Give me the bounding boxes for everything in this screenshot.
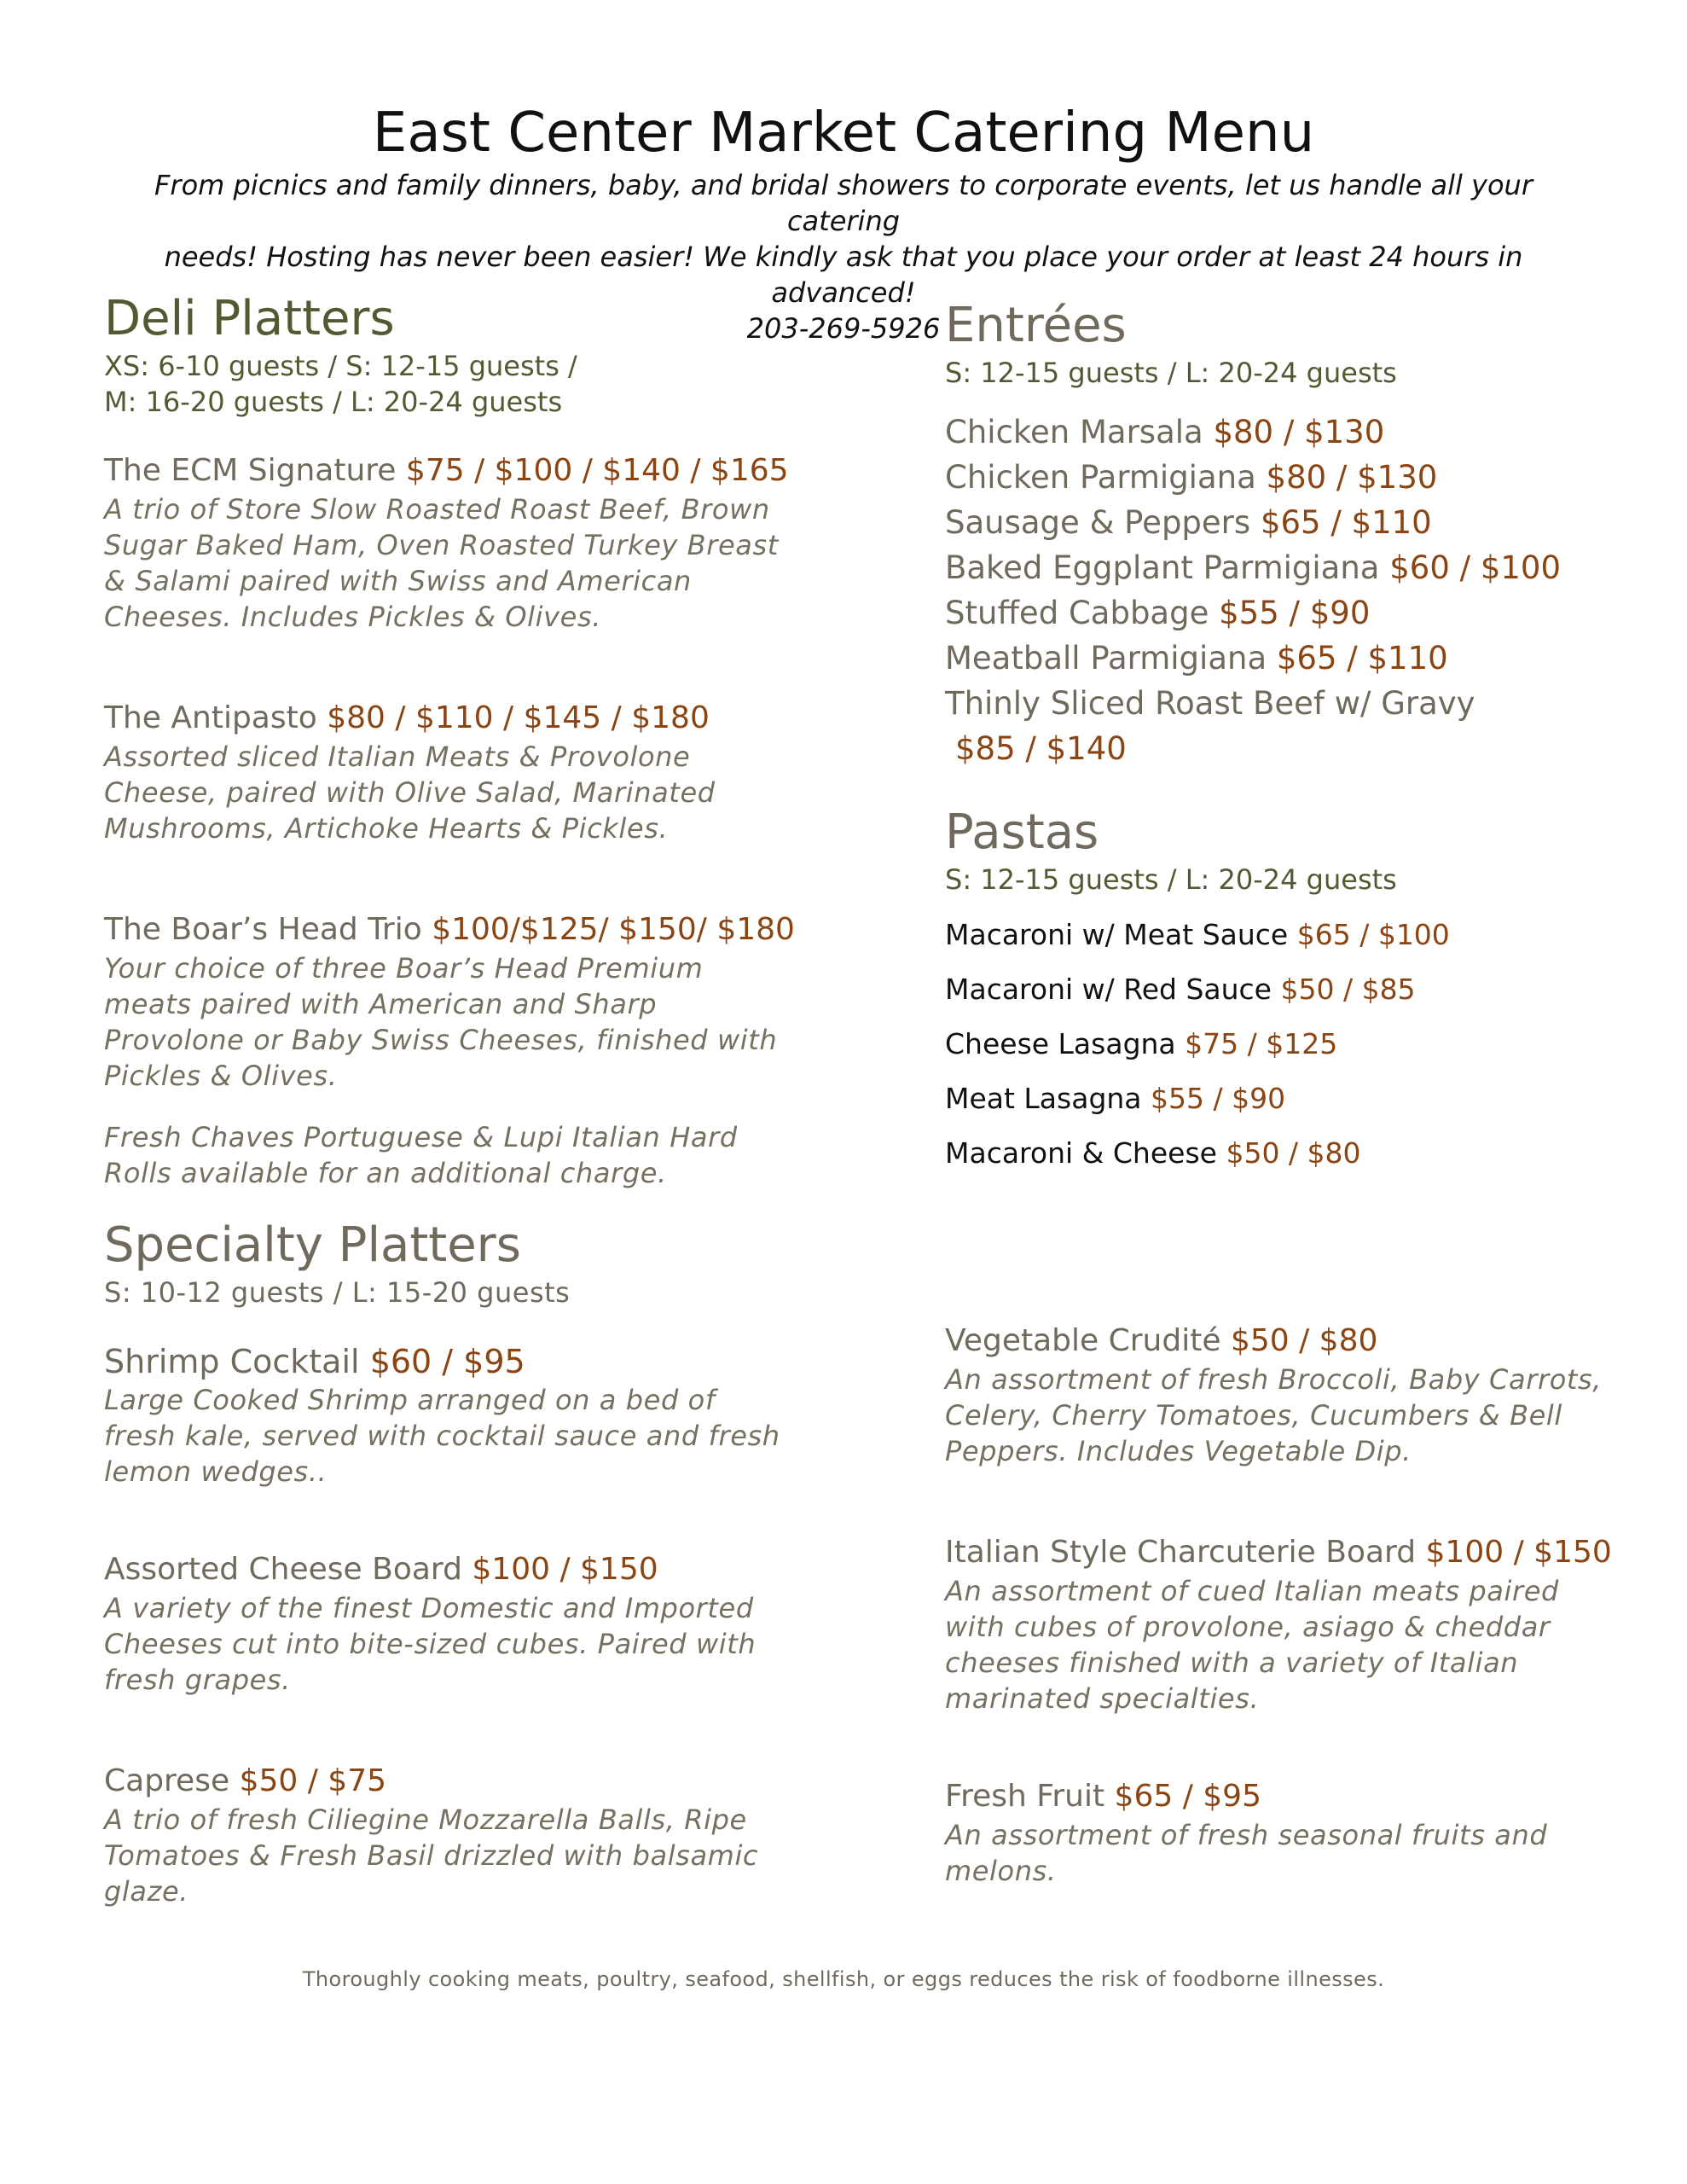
intro-line: From picnics and family dinners, baby, and bridal showers to corporate events, let us handle all your catering — [154, 169, 1533, 237]
description-line: A trio of Store Slow Roasted Roast Beef, Brown — [104, 493, 770, 526]
item-price: $85 / $140 — [955, 730, 1127, 767]
item-price: $65 / $100 — [1296, 918, 1450, 951]
item-price: $50 / $75 — [239, 1763, 387, 1798]
description-line: Celery, Cherry Tomatoes, Cucumbers & Bell — [945, 1399, 1562, 1432]
item-name: Macaroni & Cheese — [945, 1136, 1217, 1170]
description-line: An assortment of cued Italian meats paired — [945, 1575, 1559, 1607]
note-line: Fresh Chaves Portuguese & Lupi Italian Hard — [104, 1121, 738, 1153]
intro-line: needs! Hosting has never been easier! We kindly ask that you place your order at least 24 hours in advanced! — [164, 241, 1523, 309]
description-line: marinated specialties. — [945, 1682, 1260, 1715]
entrees-sizes: S: 12-15 guests / L: 20-24 guests — [945, 357, 1397, 389]
item-description — [104, 1382, 803, 1490]
description-line: cheeses finished with a variety of Italian — [945, 1647, 1519, 1679]
pasta-item — [945, 1072, 1619, 1126]
item-title — [104, 698, 803, 739]
page-title: East Center Market Catering Menu — [372, 102, 1315, 165]
item-price: $65 / $110 — [1260, 504, 1432, 541]
item-name: Italian Style Charcuterie Board — [945, 1535, 1417, 1570]
entree-item — [945, 636, 1619, 681]
entree-item — [945, 500, 1619, 545]
item-price: $50 / $80 — [1230, 1323, 1378, 1358]
item-description — [104, 1802, 803, 1909]
item-description — [104, 739, 803, 846]
item-name: Stuffed Cabbage — [945, 595, 1209, 631]
item-name: Chicken Marsala — [945, 414, 1203, 450]
food-safety-notice: Thoroughly cooking meats, poultry, seafood, shellfish, or eggs reduces the risk of foodborne illnesses. — [302, 1967, 1385, 1991]
description-line: A trio of fresh Ciliegine Mozzarella Balls, Ripe — [104, 1804, 747, 1836]
item-name: Sausage & Peppers — [945, 504, 1251, 541]
entree-item — [945, 455, 1619, 500]
menu-item — [104, 1341, 803, 1490]
description-line: Your choice of three Boar’s Head Premium — [104, 952, 704, 985]
item-name: Assorted Cheese Board — [104, 1552, 462, 1587]
sizes-line: M: 16-20 guests / L: 20-24 guests — [104, 386, 563, 418]
section-title-pastas: Pastas — [945, 804, 1099, 860]
bread-note — [104, 1119, 803, 1191]
note-line: Rolls available for an additional charge. — [104, 1157, 667, 1189]
description-line: Large Cooked Shrimp arranged on a bed of — [104, 1384, 716, 1416]
description-line: fresh grapes. — [104, 1664, 291, 1696]
phone-number: 203-269-5926 — [746, 312, 941, 345]
description-line: Peppers. Includes Vegetable Dip. — [945, 1435, 1412, 1467]
right-column — [945, 297, 1619, 1889]
item-price: $50 / $80 — [1226, 1136, 1361, 1170]
item-title — [104, 1341, 803, 1382]
description-line: Tomatoes & Fresh Basil drizzled with balsamic — [104, 1839, 759, 1872]
item-price: $75 / $100 / $140 / $165 — [405, 453, 789, 488]
item-title — [104, 1761, 803, 1802]
item-name: Thinly Sliced Roast Beef w/ Gravy — [945, 685, 1475, 722]
item-name: Baked Eggplant Parmigiana — [945, 549, 1380, 586]
item-price: $65 / $95 — [1114, 1779, 1261, 1814]
item-name: Caprese — [104, 1763, 230, 1798]
item-price: $80 / $130 — [1213, 414, 1385, 450]
description-line: Cheese, paired with Olive Salad, Marinated — [104, 776, 716, 809]
description-line: An assortment of fresh seasonal fruits and — [945, 1819, 1548, 1851]
item-name: Fresh Fruit — [945, 1779, 1105, 1814]
entree-item — [945, 590, 1619, 636]
item-title — [945, 1321, 1619, 1362]
item-price: $65 / $110 — [1276, 640, 1448, 677]
item-price: $100/$125/ $150/ $180 — [432, 912, 795, 947]
description-line: with cubes of provolone, asiago & cheddar — [945, 1611, 1551, 1643]
item-name: Macaroni w/ Meat Sauce — [945, 918, 1289, 951]
item-name: Cheese Lasagna — [945, 1027, 1176, 1060]
left-column — [104, 290, 803, 1909]
item-name: Shrimp Cocktail — [104, 1343, 360, 1380]
menu-item — [104, 1761, 803, 1909]
item-name: Chicken Parmigiana — [945, 459, 1256, 496]
description-line: glaze. — [104, 1875, 189, 1908]
item-price: $55 / $90 — [1219, 595, 1371, 631]
item-name: Meatball Parmigiana — [945, 640, 1267, 677]
pasta-item — [945, 962, 1619, 1017]
entree-item — [945, 681, 1619, 771]
item-description — [104, 491, 803, 635]
item-name: Macaroni w/ Red Sauce — [945, 973, 1272, 1006]
item-name: The Antipasto — [104, 700, 317, 735]
description-line: meats paired with American and Sharp — [104, 988, 658, 1020]
description-line: melons. — [945, 1855, 1057, 1887]
item-description — [945, 1362, 1619, 1469]
description-line: Sugar Baked Ham, Oven Roasted Turkey Breast — [104, 529, 779, 561]
description-line: Cheeses cut into bite-sized cubes. Paired with — [104, 1628, 757, 1660]
item-title — [104, 1549, 803, 1590]
item-price: $100 / $150 — [472, 1552, 658, 1587]
item-price: $50 / $85 — [1280, 973, 1416, 1006]
pastas-list — [945, 908, 1619, 1181]
item-name: Vegetable Crudité — [945, 1323, 1221, 1358]
description-line: Mushrooms, Artichoke Hearts & Pickles. — [104, 812, 669, 845]
description-line: fresh kale, served with cocktail sauce and fresh — [104, 1420, 780, 1452]
menu-item — [104, 909, 803, 1094]
item-price: $60 / $95 — [369, 1343, 525, 1380]
item-price: $55 / $90 — [1151, 1082, 1286, 1115]
entree-item — [945, 545, 1619, 590]
description-line: Pickles & Olives. — [104, 1060, 338, 1092]
description-line: lemon wedges.. — [104, 1455, 328, 1488]
item-title — [104, 909, 803, 950]
item-price: $80 / $130 — [1266, 459, 1438, 496]
pastas-sizes: S: 12-15 guests / L: 20-24 guests — [945, 863, 1397, 896]
item-price: $60 / $100 — [1389, 549, 1562, 586]
entree-item — [945, 410, 1619, 455]
menu-item — [945, 1321, 1619, 1469]
item-title — [945, 1776, 1619, 1817]
item-name: The ECM Signature — [104, 453, 397, 488]
menu-item — [945, 1532, 1619, 1716]
pasta-item — [945, 1126, 1619, 1181]
description-line: Assorted sliced Italian Meats & Provolone — [104, 741, 691, 773]
menu-item — [104, 450, 803, 635]
section-title-entrees: Entrées — [945, 298, 1127, 353]
item-description — [104, 1590, 803, 1698]
item-name: The Boar’s Head Trio — [104, 912, 422, 947]
description-line: An assortment of fresh Broccoli, Baby Carrots, — [945, 1363, 1603, 1396]
item-price: $75 / $125 — [1185, 1027, 1338, 1060]
specialty-sizes: S: 10-12 guests / L: 15-20 guests — [104, 1276, 571, 1309]
section-title-deli: Deli Platters — [104, 291, 395, 346]
item-price: $80 / $110 / $145 / $180 — [327, 700, 710, 735]
item-title — [104, 450, 803, 491]
item-price: $100 / $150 — [1425, 1535, 1612, 1570]
deli-sizes — [104, 348, 803, 420]
description-line: & Salami paired with Swiss and American — [104, 565, 692, 597]
pasta-item — [945, 1017, 1619, 1072]
entrees-list — [945, 410, 1619, 771]
menu-item — [104, 1549, 803, 1698]
pasta-item — [945, 908, 1619, 962]
item-name: Meat Lasagna — [945, 1082, 1142, 1115]
description-line: Provolone or Baby Swiss Cheeses, finished with — [104, 1024, 778, 1056]
menu-item — [945, 1776, 1619, 1889]
description-line: Cheeses. Includes Pickles & Olives. — [104, 601, 601, 633]
menu-item — [104, 698, 803, 846]
description-line: A variety of the finest Domestic and Imported — [104, 1592, 754, 1624]
sizes-line: XS: 6-10 guests / S: 12-15 guests / — [104, 350, 577, 382]
item-description — [104, 950, 803, 1094]
item-description — [945, 1817, 1619, 1889]
section-title-specialty: Specialty Platters — [104, 1217, 521, 1273]
item-description — [945, 1573, 1619, 1716]
item-title — [945, 1532, 1619, 1573]
